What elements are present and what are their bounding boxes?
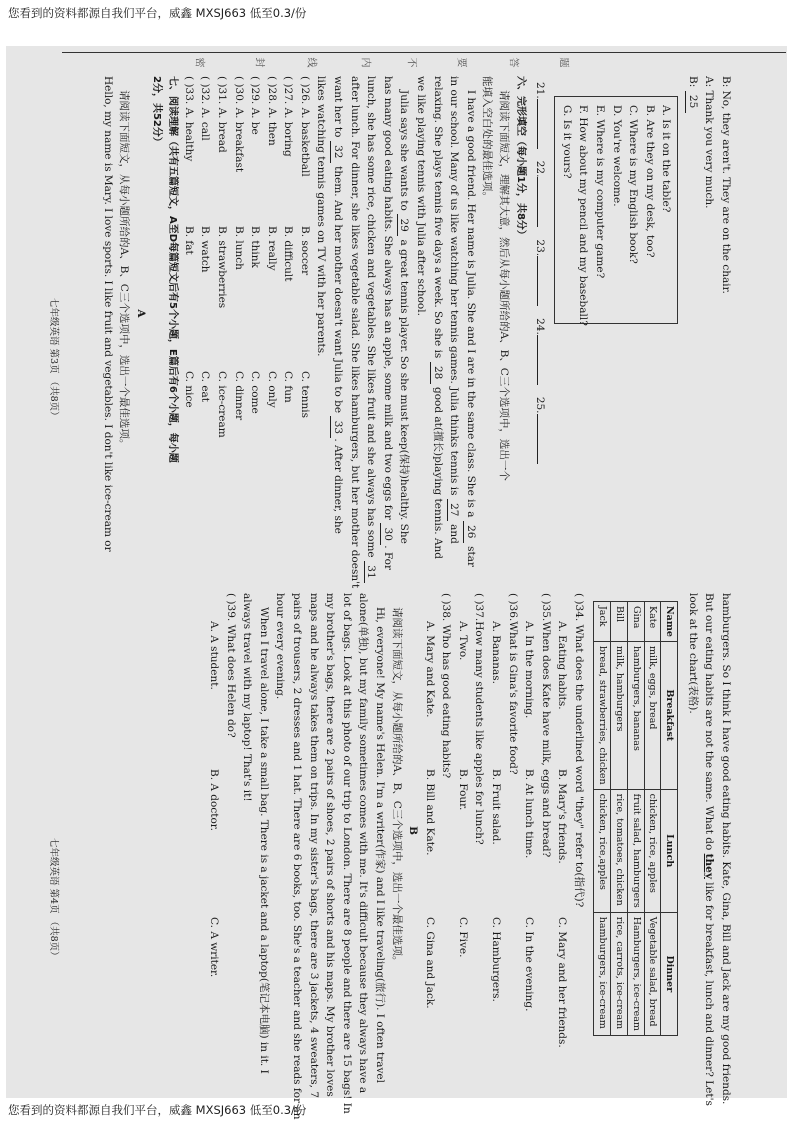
table-header-cell: Dinner: [661, 912, 678, 1035]
choice-question: ( )26. A. basketball: [298, 76, 311, 177]
cloze-blank: 33: [330, 416, 344, 438]
question-option: C. Mary and her friends.: [556, 917, 569, 1048]
cloze-passage: [313, 76, 479, 589]
eating-habits-table: [593, 601, 678, 1036]
cloze-blank: 29: [397, 214, 411, 236]
answer-line: [537, 99, 538, 149]
question-option: A. Two.: [456, 621, 469, 661]
question-options: [206, 593, 223, 1068]
table-header-cell: Lunch: [661, 789, 678, 912]
choice-option: C. come: [249, 371, 262, 414]
part-a-label: A: [134, 309, 147, 318]
part-a-questions: [421, 593, 587, 1068]
cloze-blank: 32: [330, 141, 344, 163]
answer-slot: [532, 161, 549, 228]
intro-fragment: like for breakfast, lunch and dinner? Let's: [703, 878, 716, 1106]
question-options: [554, 593, 571, 1068]
answer-line: [537, 335, 538, 385]
choice-option: B. think: [249, 226, 262, 268]
passage-text: in our school. Many of us like watching her tennis games. Julia thinks tennis is: [448, 76, 461, 499]
passage-text: relaxing. She plays tennis five days a week. So she is: [431, 76, 444, 362]
choice-question: ( )27. A. boring: [282, 76, 295, 157]
part-b-questions: [206, 593, 239, 1068]
choice-option: B. watch: [199, 226, 212, 273]
choice-row: [230, 76, 247, 551]
table-cell: chicken, rice, apples: [644, 789, 661, 912]
section6-instruction: 请阅读下面短文，理解其大意，然后从每小题所给的A、B、C三个选项中，选出一个: [497, 90, 510, 481]
intro-text: look at the chart(表格).: [686, 593, 699, 714]
question-option: A. Bananas.: [490, 621, 502, 685]
option-item: F. How about my pencil and my baseball?: [577, 105, 590, 326]
passage-line: Hi, everyone! My name's Helen. I'm a writer(作家) and I like traveling(旅行). I often travel: [373, 607, 386, 1083]
passage-line: [379, 76, 396, 570]
table-cell: milk, eggs, bread: [644, 641, 661, 789]
seal-char: 密: [193, 57, 205, 68]
choice-option: C. fun: [282, 371, 295, 403]
dialogue-line: B: No, they aren't. They are on the chair.: [720, 76, 732, 294]
question-option: B. Fruit salad.: [490, 769, 502, 845]
table-cell: milk, hamburgers: [610, 641, 627, 789]
choice-option: C. only: [265, 371, 278, 408]
cloze-blank: 31: [364, 561, 378, 583]
question-text: ( )35.When does Kate have milk, eggs and bread?: [539, 593, 552, 858]
cloze-blank: 26: [463, 521, 477, 543]
answer-number: 23.: [534, 239, 547, 257]
passage-line: [396, 76, 413, 551]
passage-line: [446, 76, 463, 551]
passage-line: [462, 76, 479, 568]
question-option: B. Four.: [456, 769, 469, 811]
passage-text: . After dinner, she: [332, 438, 345, 534]
passage-text: them. And her mother doesn't want Julia to be: [332, 162, 345, 417]
table-cell: Hamburgers, ice-cream: [627, 912, 644, 1035]
option-item: A. Is it on the table?: [660, 105, 673, 213]
choice-row: [197, 76, 214, 551]
seal-char: 题: [557, 57, 569, 68]
choice-row: [180, 76, 197, 551]
question-option: A. A student.: [208, 621, 221, 690]
question-options: [487, 593, 504, 1068]
part-b-label: B: [407, 826, 420, 835]
passage-text: after lunch. For dinner, she likes vegetable salad. She likes hamburgers, but her mother doesn't: [348, 76, 361, 589]
question-option: A. In the morning.: [523, 621, 536, 719]
question-option: B. Bill and Kate.: [423, 769, 436, 856]
cloze-blank: 28: [430, 362, 444, 384]
passage-line: [429, 76, 446, 559]
choice-row: [247, 76, 264, 551]
section6-instruction: 能填入空白处的最佳选项。: [481, 76, 494, 202]
passage-text: Julia says she wants to: [398, 90, 411, 215]
table-cell: hamburgers, bananas: [627, 641, 644, 789]
bottom-banner: 您看到的资料都源自我们平台，威鑫 MXSJ663 低至0.3/份: [8, 1103, 307, 1117]
table-cell: Bill: [610, 602, 627, 642]
choice-option: C. tennis: [298, 371, 311, 419]
binding-line: [62, 52, 786, 53]
question-text: ( )38. Who has good eating habits?: [440, 593, 453, 779]
choice-option: B. difficult: [282, 226, 295, 282]
question-options: [521, 593, 538, 1068]
answer-number: 25.: [534, 396, 547, 414]
answer-slots: [532, 82, 549, 551]
option-item: B. Are they on my desk, too?: [643, 105, 656, 258]
dialogue-speaker: B:: [686, 76, 699, 88]
question-option: A. Eating habits.: [556, 621, 569, 710]
choice-question: ( )32. A. call: [199, 76, 212, 141]
page-footer: 七年级英语 第3页 （共8页）: [48, 298, 59, 421]
question-option: C. In the evening.: [523, 917, 536, 1012]
choice-option: B. fat: [182, 226, 195, 255]
option-item: C. Where is my English book?: [627, 105, 640, 264]
top-banner: 您看到的资料都源自我们平台，威鑫 MXSJ663 低至0.3/份: [8, 6, 307, 20]
question-option: B. Mary's friends.: [556, 769, 569, 864]
options-box: [554, 96, 678, 324]
question-text: ( )39. What does Helen do?: [224, 593, 237, 738]
seal-char: 封: [253, 57, 265, 68]
choice-option: C. eat: [199, 371, 212, 403]
seal-char: 内: [359, 57, 371, 68]
passage-line: alone(单独), but my family sometimes comes with me. It's difficult because they always have a: [357, 593, 370, 1094]
choice-row: [213, 76, 230, 551]
choice-row: [280, 76, 297, 551]
passage-line: pairs of trousers, 2 dresses and 1 hat. There are 6 books, too. She's a teacher and she reads for an: [291, 593, 304, 1120]
table-header-row: [661, 602, 678, 1036]
question-option: C. Hamburgers.: [490, 917, 502, 1002]
table-row: [627, 602, 644, 1036]
answer-slot: [532, 239, 549, 306]
cloze-blank: 27: [447, 499, 461, 521]
passage-text: I have a good friend. Her name is Julia. She and I are in the same class. She is a: [464, 90, 477, 521]
question-option: C. A writer.: [208, 917, 221, 978]
question-options: [454, 593, 471, 1068]
table-row: [644, 602, 661, 1036]
part-a-instruction: 请阅读下面短文，从每小题所给的A、B、C三个选项中，选出一个最佳选项。: [118, 90, 131, 450]
choice-option: B. soccer: [298, 226, 311, 276]
intro-fragment: But our eating habits are not the same. What do: [703, 593, 716, 854]
passage-text: star: [464, 542, 477, 568]
answer-line: [537, 177, 538, 227]
choice-question: ( )31. A. bread: [216, 76, 229, 153]
answer-number: 24.: [534, 318, 547, 335]
table-cell: Kate: [644, 602, 661, 642]
answer-slot: [532, 318, 549, 385]
option-item: E. Where is my computer game?: [593, 105, 606, 279]
passage-text: lunch, she has some rice, chicken and vegetables. She likes fruit and she always has some: [365, 76, 378, 561]
choice-row: [263, 76, 280, 551]
cloze-blank: 30: [380, 523, 394, 545]
table-cell: rice, carrots, ice-cream: [610, 912, 627, 1035]
choice-row: [296, 76, 313, 551]
passage-line: [313, 76, 330, 551]
option-item: D. You're welcome.: [610, 105, 623, 207]
question-option: C. Five.: [456, 917, 469, 958]
passage-line: hour every evening.: [274, 593, 287, 700]
section6-heading: 六、完形填空（每小题1分，共8分）: [514, 76, 526, 240]
table-cell: fruit salad, hamburgers: [627, 789, 644, 912]
question-text: ( )37.How many students like apples for lunch?: [473, 593, 486, 845]
question-option: B. At lunch time.: [523, 769, 536, 859]
choice-question: ( )29. A. be: [249, 76, 262, 135]
question-options: [421, 593, 438, 1068]
answer-blank: 25: [685, 91, 699, 113]
choice-option: B. strawberries: [216, 226, 229, 309]
table-cell: chicken, rice,apples: [593, 789, 610, 912]
cloze-choices: [180, 76, 313, 551]
answer-slot: [532, 397, 549, 464]
passage-text: has many good eating habits. She always has an apple, some milk and two eggs for: [381, 76, 394, 524]
answer-line: [537, 256, 538, 306]
question-option: B. A doctor.: [208, 769, 221, 831]
question-option: C. Gina and Jack.: [423, 917, 436, 1009]
intro-text: [701, 593, 718, 1106]
section7-heading: 2分，共52分）: [151, 76, 163, 147]
table-cell: hamburgers, ice-cream: [593, 912, 610, 1035]
seal-char: 线: [305, 57, 317, 68]
passage-line: When I travel alone, I take a small bag. There is a jacket and a laptop(笔记本电脑) in it. I: [257, 607, 270, 1074]
page-footer: 七年级英语 第4页 （共8页）: [48, 838, 59, 961]
question-option: A. Mary and Kate.: [423, 621, 436, 718]
exam-page-3: [64, 76, 734, 589]
passage-line: maps and he always takes them on trips. In my sister's bags, there are 3 jackets, 4 sweaters, 7: [307, 593, 320, 1099]
choice-option: C. ice-cream: [216, 371, 229, 438]
part-a-text: Hello, my name is Mary. I love sports. I like fruit and vegetables. I don't like ice-cream or: [101, 76, 114, 552]
table-cell: Jack: [593, 602, 610, 642]
intro-text: hamburgers. So I think I have good eating habits. Kate, Gina, Bill and Jack are my good friends.: [720, 593, 732, 1105]
table-row: [610, 602, 627, 1036]
passage-line: [412, 76, 429, 551]
question-text: ( )36.What is Gina's favorite food?: [506, 593, 519, 775]
underlined-word: they: [703, 853, 716, 879]
passage-line: always travel with my laptop! That's it!: [241, 593, 254, 802]
passage-text: likes watching tennis games on TV with her parents.: [315, 76, 328, 357]
table-header-cell: Name: [661, 602, 678, 642]
passage-line: lot of bags. Look at this photo of our trip to London. There are 8 people and there are 15 bags! In: [340, 593, 353, 1114]
choice-option: B. lunch: [232, 226, 245, 270]
table-cell: Vegetable salad, bread: [644, 912, 661, 1035]
passage-line: my brother's bags, there are 2 pairs of shoes, 2 pairs of shorts and his maps. My brother loves: [324, 593, 337, 1097]
passage-line: [329, 76, 346, 551]
table-cell: rice, tomatoes, chicken: [610, 789, 627, 912]
table-cell: Gina: [627, 602, 644, 642]
passage-text: good at(擅长)playing tennis. And: [431, 383, 444, 559]
passage-text: we like playing tennis with Julia after school.: [414, 76, 427, 316]
dialogue-line: [684, 76, 701, 551]
table-cell: bread, strawberries, chicken: [593, 641, 610, 789]
table-row: [593, 602, 610, 1036]
passage-text: and: [448, 520, 461, 544]
passage-line: [346, 76, 363, 589]
option-item: G. Is it yours?: [560, 105, 573, 179]
answer-number: 21.: [534, 82, 547, 99]
dialogue-line: A: Thank you very much.: [703, 76, 716, 209]
passage-text: want her to: [332, 76, 345, 141]
answer-slot: [532, 82, 549, 149]
choice-question: ( )30. A. breakfast: [232, 76, 245, 173]
part-b-passage: [239, 593, 388, 1120]
seal-char: 答: [507, 57, 519, 68]
part-b-instruction: 请阅读下面短文，从每小题所给的A、B、C三个选项中，选出一个最佳选项。: [390, 607, 403, 967]
choice-option: C. dinner: [232, 371, 245, 421]
seal-char: 要: [455, 57, 467, 68]
table-header-cell: Breakfast: [661, 641, 678, 789]
answer-line: [537, 414, 538, 464]
question-text: ( )34. What does the underlined word "they" refer to(指代)?: [572, 593, 585, 908]
answer-number: 22.: [534, 160, 547, 178]
choice-option: B. really: [265, 226, 278, 271]
choice-question: ( )28. A. then: [265, 76, 278, 146]
passage-text: a great tennis player. So she must keep(保持)healthy. She: [398, 236, 411, 544]
choice-question: ( )33. A. healthy: [182, 76, 195, 162]
choice-option: C. nice: [182, 371, 195, 408]
seal-char: 不: [405, 57, 417, 68]
section7-heading: 七、阅读理解（共有五篇短文，A至D每篇短文后有5个小题，E篇后有6个小题，每小题: [167, 76, 179, 463]
passage-line: [363, 76, 380, 579]
passage-text: . For: [381, 545, 394, 570]
